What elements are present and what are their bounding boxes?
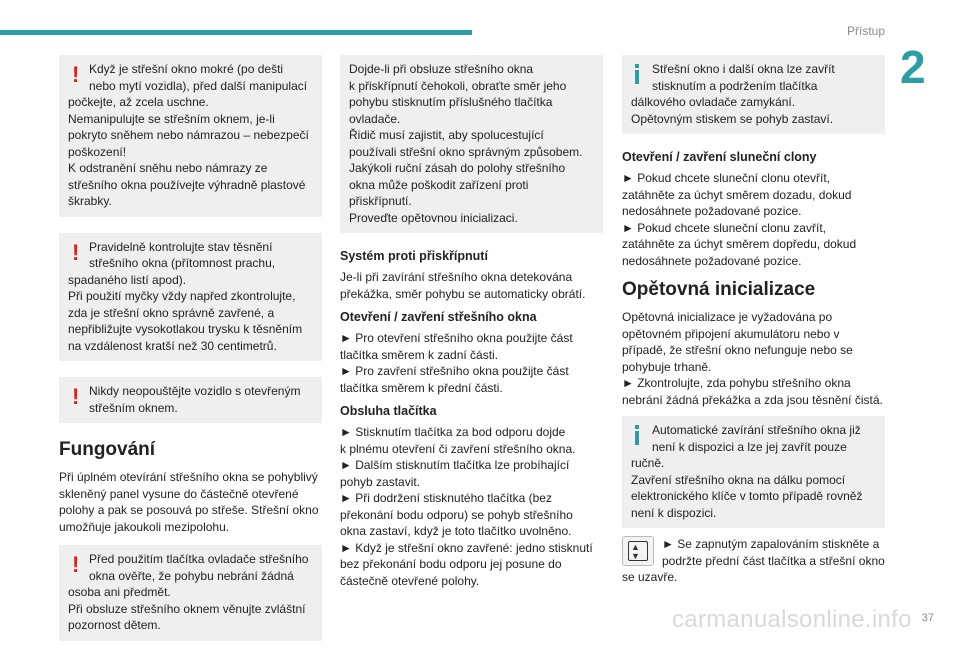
text-line: opětovném připojení akumulátoru nebo v: [622, 326, 840, 341]
text-line: počkejte, až zcela uschne.: [68, 95, 209, 109]
text-line: stisknutím a podržením tlačítka: [652, 78, 818, 93]
text-line: zatáhněte za úchyt směrem dozadu, dokud: [622, 187, 852, 202]
heading-open-close: Otevření / zavření střešního okna: [340, 310, 537, 324]
text-line: se uzavře.: [622, 570, 678, 584]
warning-icon: !: [72, 62, 80, 87]
heading-button-control: Obsluha tlačítka: [340, 404, 437, 418]
warning-box-obstacle-check: [59, 545, 322, 641]
info-icon: [635, 425, 639, 445]
info-box-auto-close: [622, 416, 885, 528]
text-line: střešního okna používejte výhradně plastové: [68, 177, 306, 192]
text-line: nedosáhnete požadované pozice.: [622, 204, 802, 218]
text-line: k přiskřípnutí čehokoli, obraťte směr jeho: [349, 78, 567, 93]
text-line: poškození!: [68, 144, 127, 159]
text-line: pokryto sněhem nebo námrazou – nebezpečí: [68, 128, 309, 142]
text-line: ► Pokud chcete sluneční clonu otevřít,: [622, 171, 830, 185]
text-line: pohybuje trhaně.: [622, 359, 712, 374]
text-line: nebo mytí vozidla), před další manipulací: [89, 78, 308, 93]
text-line: okna může poškodit zařízení proti přiskřípnutí.: [349, 177, 529, 208]
info-icon: [635, 64, 639, 84]
text-line: Před použitím tlačítka ovladače střešního: [89, 552, 309, 566]
text-line: Při použití myčky vždy napřed zkontrolujte,: [68, 289, 296, 303]
text-line: nedosáhnete požadované pozice.: [622, 253, 802, 268]
text-line: střešním oknem.: [89, 400, 178, 415]
text-line: ► Dalším stisknutím tlačítka lze probíhající: [340, 458, 570, 472]
text-line: škrabky.: [68, 194, 112, 208]
text-line: spadaného listí apod).: [68, 272, 187, 287]
section-title-reinit: Opětovná inicializace: [622, 279, 816, 300]
text-line: Při obsluze střešního oknem věnujte zvláštní: [68, 601, 306, 616]
text-line: pozornost dětem.: [68, 618, 161, 632]
section-text-operation: [59, 469, 322, 535]
header-accent-bar: [0, 30, 472, 35]
text-line: ► Zkontrolujte, zda pohybu střešního okna: [622, 376, 851, 390]
warning-icon: !: [72, 552, 80, 577]
text-line: nebrání žádná překážka a zda jsou těsnění čistá.: [622, 392, 883, 407]
text-line: ► Když je střešní okno zavřené: jedno stisknutí: [340, 540, 593, 555]
text-line: tlačítka směrem k přední části.: [340, 380, 503, 395]
text-line: Zavření střešního okna na dálku pomocí: [631, 472, 846, 487]
text-open-close: [340, 330, 603, 396]
text-line: není k dispozici.: [631, 505, 717, 520]
heading-sunshade: Otevření / zavření sluneční clony: [622, 150, 817, 164]
text-line: překonání bodu odporu) se pohyb střešního: [340, 507, 573, 522]
column-2: [340, 55, 603, 597]
text-line: na vzdálenost kratší než 30 centimetrů.: [68, 338, 277, 353]
text-button-control: [340, 424, 603, 589]
text-line: částečně otevřené polohy.: [340, 573, 480, 588]
text-sunshade: [622, 170, 885, 269]
text-line: K odstranění sněhu nebo námrazy ze: [68, 161, 268, 175]
watermark: carmanualsonline.info: [672, 606, 912, 633]
column-3: [622, 55, 885, 586]
text-line: nepřibližujte vysokotlakou trysku k těsněním: [68, 322, 303, 336]
text-line: Střešní okno i další okna lze zavřít: [652, 62, 835, 76]
text-line: Proveďte opětovnou inicializaci.: [349, 210, 518, 225]
text-line: ovladače.: [349, 111, 401, 126]
text-line: zda je střešní okno správně zavřené, a: [68, 305, 275, 320]
text-line: dálkového ovladače zamykání.: [631, 95, 796, 109]
text-line: ► Se zapnutým zapalováním stiskněte a: [662, 537, 880, 551]
roof-button-icon: ▲ ▼: [622, 536, 654, 566]
text-line: okna ověřte, že pohybu nebrání žádná: [89, 568, 294, 583]
text-line: Opětovná inicializace je vyžadována po: [622, 310, 833, 324]
warning-box-leave-vehicle: [59, 377, 322, 423]
chapter-number: 2: [900, 41, 926, 93]
warning-box-seal-check: [59, 233, 322, 362]
text-line: Nemanipulujte se střešním oknem, je-li: [68, 111, 275, 126]
text-line: Pravidelně kontrolujte stav těsnění: [89, 239, 273, 254]
text-line: Opětovným stiskem se pohyb zastaví.: [631, 111, 834, 126]
text-line: ► Pro zavření střešního okna použijte část: [340, 364, 569, 378]
text-line: osoba ani předmět.: [68, 585, 171, 599]
warning-icon: !: [72, 384, 80, 409]
text-line: ručně.: [631, 456, 665, 470]
section-title-operation: Fungování: [59, 439, 156, 460]
text-line: polohy a pak se posouvá po střeše. Střešní okno: [59, 503, 319, 517]
column-1: [59, 55, 322, 657]
text-line: Dojde-li při obsluze střešního okna: [349, 62, 534, 76]
text-line: podržte přední část tlačítka a střešní okno: [662, 553, 885, 568]
text-line: střešního okna (přítomnost prachu,: [89, 256, 276, 270]
text-line: ► Pro otevření střešního okna použijte část: [340, 331, 573, 345]
text-line: překážka, směr pohybu se automaticky obrátí.: [340, 286, 586, 301]
text-line: Je-li při zavírání střešního okna detekována: [340, 270, 573, 284]
page-header-title: Přístup: [846, 24, 885, 38]
text-line: případě, že střešní okno nefunguje nebo se: [622, 343, 853, 357]
page-number: 37: [921, 612, 934, 624]
text-line: Řidič musí zajistit, aby spolucestující: [349, 128, 544, 142]
text-line: Jakýkoli ruční zásah do polohy střešního: [349, 161, 566, 175]
text-line: pohyb zastavit.: [340, 474, 421, 489]
heading-anti-pinch: Systém proti přiskřípnutí: [340, 249, 488, 263]
text-line: Při úplném otevírání střešního okna se pohyblivý: [59, 470, 318, 484]
text-line: ► Stisknutím tlačítka za bod odporu dojde: [340, 425, 566, 439]
info-box-remote-close: [622, 55, 885, 134]
text-line: umožňuje jakoukoli mezipolohu.: [59, 519, 230, 534]
warning-icon: !: [72, 239, 80, 265]
text-line: okna zastaví, když je toto tlačítko uvolněno.: [340, 524, 572, 538]
text-anti-pinch: [340, 269, 603, 302]
text-line: tlačítka směrem k zadní části.: [340, 347, 499, 362]
text-line: zatáhněte za úchyt směrem dopředu, dokud: [622, 237, 857, 251]
text-line: Nikdy neopouštějte vozidlo s otevřeným: [89, 384, 301, 398]
warning-box-wet-roof: [59, 55, 322, 217]
text-line: skleněný panel vysune do částečně otevřené: [59, 486, 299, 501]
text-line: Když je střešní okno mokré (po dešti: [89, 62, 284, 76]
button-instruction: [622, 536, 885, 586]
text-line: ► Při dodržení stisknutého tlačítka (bez: [340, 491, 552, 505]
note-box-pinching: [340, 55, 603, 233]
text-line: není k dispozici a lze jej zavřít pouze: [652, 439, 847, 454]
text-line: k plnému otevření či zavření střešního okna.: [340, 441, 576, 456]
text-line: Automatické zavírání střešního okna již: [652, 423, 861, 437]
section-text-reinit: [622, 309, 885, 408]
text-line: pohybu stisknutím příslušného tlačítka: [349, 95, 553, 109]
text-line: používali střešní okno správným způsobem.: [349, 144, 583, 159]
text-line: elektronického klíče v tomto případě rovněž: [631, 489, 863, 503]
text-line: bez překonání bodu odporu jej posune do: [340, 557, 562, 571]
text-line: ► Pokud chcete sluneční clonu zavřít,: [622, 220, 826, 235]
